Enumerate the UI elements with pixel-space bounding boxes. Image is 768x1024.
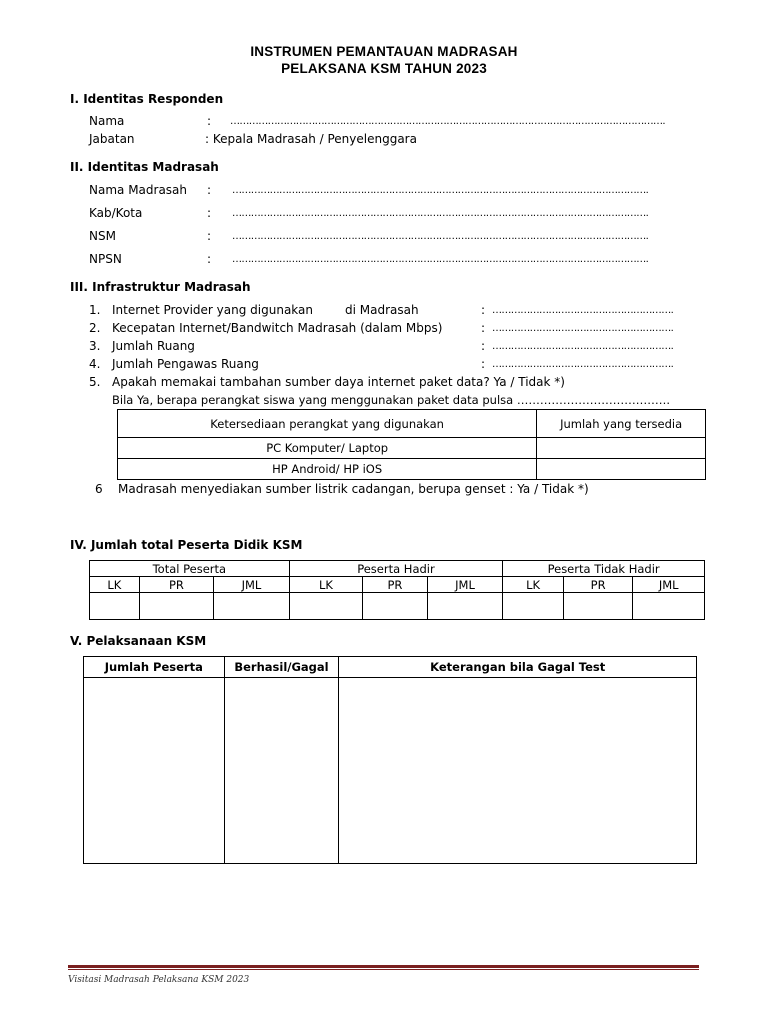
nsm-field[interactable]: …………………………………………………………………………………………………………………….: [232, 231, 649, 242]
item-5-subtext: Bila Ya, berapa perangkat siswa yang menggunakan paket data pulsa ………………………………….: [112, 393, 670, 407]
nsm-colon: :: [207, 229, 212, 243]
item-1-text2: di Madrasah: [345, 303, 419, 317]
section-2-heading: II. Identitas Madrasah: [70, 160, 219, 174]
item-4-number: 4.: [89, 357, 101, 371]
group-total-peserta: Total Peserta: [90, 561, 290, 577]
item-2-colon: :: [481, 321, 486, 335]
header-keterangan: Keterangan bila Gagal Test: [339, 657, 697, 678]
item-1-colon: :: [481, 303, 486, 317]
document-title-line2: PELAKSANA KSM TAHUN 2023: [281, 61, 487, 76]
jabatan-value: : Kepala Madrasah / Penyelenggara: [205, 132, 417, 146]
item-4-text: Jumlah Pengawas Ruang: [112, 357, 259, 371]
device-row-hp: HP Android/ HP iOS: [118, 459, 537, 480]
npsn-colon: :: [207, 252, 212, 266]
nama-label: Nama: [89, 114, 125, 128]
sub-header: PR: [563, 577, 633, 593]
sub-header: LK: [503, 577, 564, 593]
execution-table: [83, 656, 697, 864]
npsn-field[interactable]: …………………………………………………………………………………………………………………….: [232, 254, 649, 265]
item-5-text: Apakah memakai tambahan sumber daya internet paket data? Ya / Tidak *): [112, 375, 565, 389]
hadir-pr-cell[interactable]: [363, 593, 428, 620]
nsm-label: NSM: [89, 229, 116, 243]
jumlah-peserta-cell[interactable]: [84, 678, 225, 864]
group-peserta-tidak-hadir: Peserta Tidak Hadir: [503, 561, 705, 577]
item-1-field[interactable]: ………………………………………………….: [492, 305, 674, 316]
tidak-hadir-pr-cell[interactable]: [563, 593, 633, 620]
document-title-line1: INSTRUMEN PEMANTAUAN MADRASAH: [250, 44, 518, 59]
sub-header: LK: [90, 577, 140, 593]
item-4-field[interactable]: ………………………………………………….: [492, 359, 674, 370]
section-1-heading: I. Identitas Responden: [70, 92, 224, 106]
item-3-field[interactable]: ………………………………………………….: [492, 341, 674, 352]
device-pc-count-cell[interactable]: [537, 438, 706, 459]
item-1-text: Internet Provider yang digunakan: [112, 303, 314, 317]
item-6-number: 6: [95, 482, 103, 496]
device-header-count: Jumlah yang tersedia: [537, 410, 706, 438]
sub-header: PR: [139, 577, 213, 593]
item-3-number: 3.: [89, 339, 101, 353]
kab-kota-label: Kab/Kota: [89, 206, 143, 220]
item-3-text: Jumlah Ruang: [112, 339, 195, 353]
kab-kota-field[interactable]: …………………………………………………………………………………………………………………….: [232, 208, 649, 219]
section-4-heading: IV. Jumlah total Peserta Didik KSM: [70, 538, 303, 552]
header-berhasil-gagal: Berhasil/Gagal: [224, 657, 339, 678]
device-table: [117, 409, 706, 480]
item-2-field[interactable]: ………………………………………………….: [492, 323, 674, 334]
nama-madrasah-label: Nama Madrasah: [89, 183, 188, 197]
item-4-colon: :: [481, 357, 486, 371]
header-jumlah-peserta: Jumlah Peserta: [84, 657, 225, 678]
sub-header: JML: [427, 577, 503, 593]
sub-header: PR: [363, 577, 428, 593]
sub-header: JML: [214, 577, 290, 593]
tidak-hadir-jml-cell[interactable]: [633, 593, 705, 620]
npsn-label: NPSN: [89, 252, 122, 266]
device-hp-count-cell[interactable]: [537, 459, 706, 480]
item-1-number: 1.: [89, 303, 101, 317]
nama-madrasah-field[interactable]: …………………………………………………………………………………………………………………….: [232, 185, 649, 196]
total-jml-cell[interactable]: [214, 593, 290, 620]
nama-madrasah-colon: :: [207, 183, 212, 197]
footer-divider-thin: [68, 969, 699, 970]
footer-text: Visitasi Madrasah Pelaksana KSM 2023: [68, 975, 250, 985]
item-2-number: 2.: [89, 321, 101, 335]
device-header-availability: Ketersediaan perangkat yang digunakan: [118, 410, 537, 438]
group-peserta-hadir: Peserta Hadir: [289, 561, 503, 577]
nama-colon: :: [207, 114, 212, 128]
section-3-heading: III. Infrastruktur Madrasah: [70, 280, 251, 294]
item-5-number: 5.: [89, 375, 101, 389]
total-pr-cell[interactable]: [139, 593, 213, 620]
tidak-hadir-lk-cell[interactable]: [503, 593, 564, 620]
sub-header: LK: [289, 577, 362, 593]
device-row-pc: PC Komputer/ Laptop: [118, 438, 537, 459]
nama-field[interactable]: ………………………………………………………………………………………………………………………….: [230, 116, 665, 127]
hadir-lk-cell[interactable]: [289, 593, 362, 620]
footer-divider-thick: [68, 965, 699, 968]
item-2-text: Kecepatan Internet/Bandwitch Madrasah (dalam Mbps): [112, 321, 443, 335]
sub-header: JML: [633, 577, 705, 593]
berhasil-gagal-cell[interactable]: [224, 678, 339, 864]
hadir-jml-cell[interactable]: [427, 593, 503, 620]
item-3-colon: :: [481, 339, 486, 353]
section-5-heading: V. Pelaksanaan KSM: [70, 634, 207, 648]
total-lk-cell[interactable]: [90, 593, 140, 620]
item-6-text: Madrasah menyediakan sumber listrik cadangan, berupa genset : Ya / Tidak *): [118, 482, 589, 496]
jabatan-label: Jabatan: [89, 132, 135, 146]
keterangan-cell[interactable]: [339, 678, 697, 864]
kab-kota-colon: :: [207, 206, 212, 220]
participants-table: [89, 560, 705, 620]
